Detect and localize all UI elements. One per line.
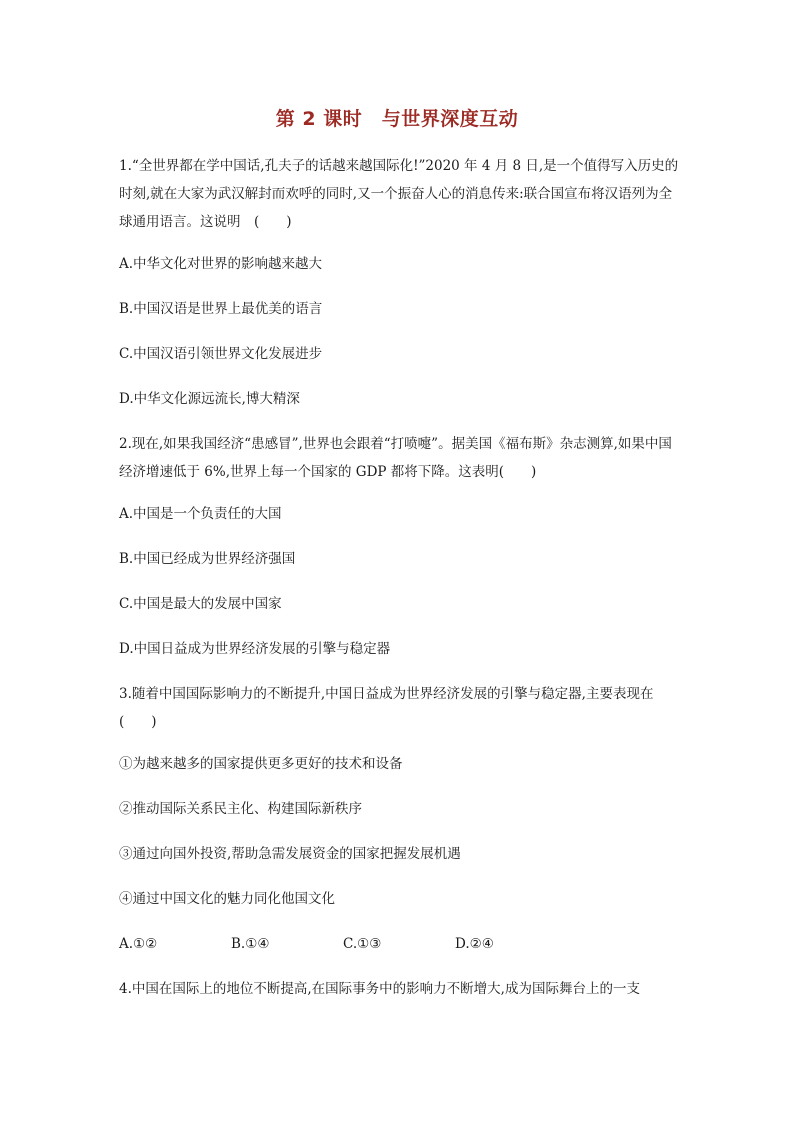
question-1 [119,152,679,422]
question-stem: 2.现在,如果我国经济“患感冒”,世界也会跟着“打喷嚏”。据美国《福布斯》杂志测算,如果中国经济增速低于 6%,世界上每一个国家的 GDP 都将下降。这表明( ) [119,436,672,480]
choice-d: D.②④ [455,936,494,952]
option-a: A.中华文化对世界的影响越来越大 [119,256,323,272]
option-d: D.中华文化源远流长,博大精深 [119,391,300,407]
choice-a: A.①② [119,936,158,952]
option-b: B.中国汉语是世界上最优美的语言 [119,301,323,317]
statement-3: ③通过向国外投资,帮助急需发展资金的国家把握发展机遇 [119,846,461,862]
choice-row [119,922,679,967]
question-list [119,152,679,1011]
question-2 [119,430,679,672]
choice-c: C.①③ [343,936,382,952]
option-c: C.中国汉语引领世界文化发展进步 [119,346,323,362]
question-3 [119,680,679,967]
option-a: A.中国是一个负责任的大国 [119,506,282,522]
page-title: 第 2 课时 与世界深度互动 [275,108,519,130]
statement-1: ①为越来越多的国家提供更多更好的技术和设备 [119,756,403,772]
option-d: D.中国日益成为世界经济发展的引擎与稳定器 [119,641,391,657]
choice-b: B.①④ [231,936,270,952]
statement-4: ④通过中国文化的魅力同化他国文化 [119,891,335,907]
option-b: B.中国已经成为世界经济强国 [119,551,296,567]
question-stem: 1.“全世界都在学中国话,孔夫子的话越来越国际化!”2020 年 4 月 8 日,是一个值得写入历史的时刻,就在大家为武汉解封而欢呼的同时,又一个振奋人心的消息传来:联合国宣布将汉语列为全球通用语言。这说明 ( ) [119,158,679,230]
question-stem: 3.随着中国国际影响力的不断提升,中国日益成为世界经济发展的引擎与稳定器,主要表现在 ( ) [119,686,667,730]
question-stem: 4.中国在国际上的地位不断提高,在国际事务中的影响力不断增大,成为国际舞台上的一支 [119,981,640,997]
question-4 [119,975,679,1003]
statement-2: ②推动国际关系民主化、构建国际新秩序 [119,801,362,817]
option-c: C.中国是最大的发展中国家 [119,596,282,612]
